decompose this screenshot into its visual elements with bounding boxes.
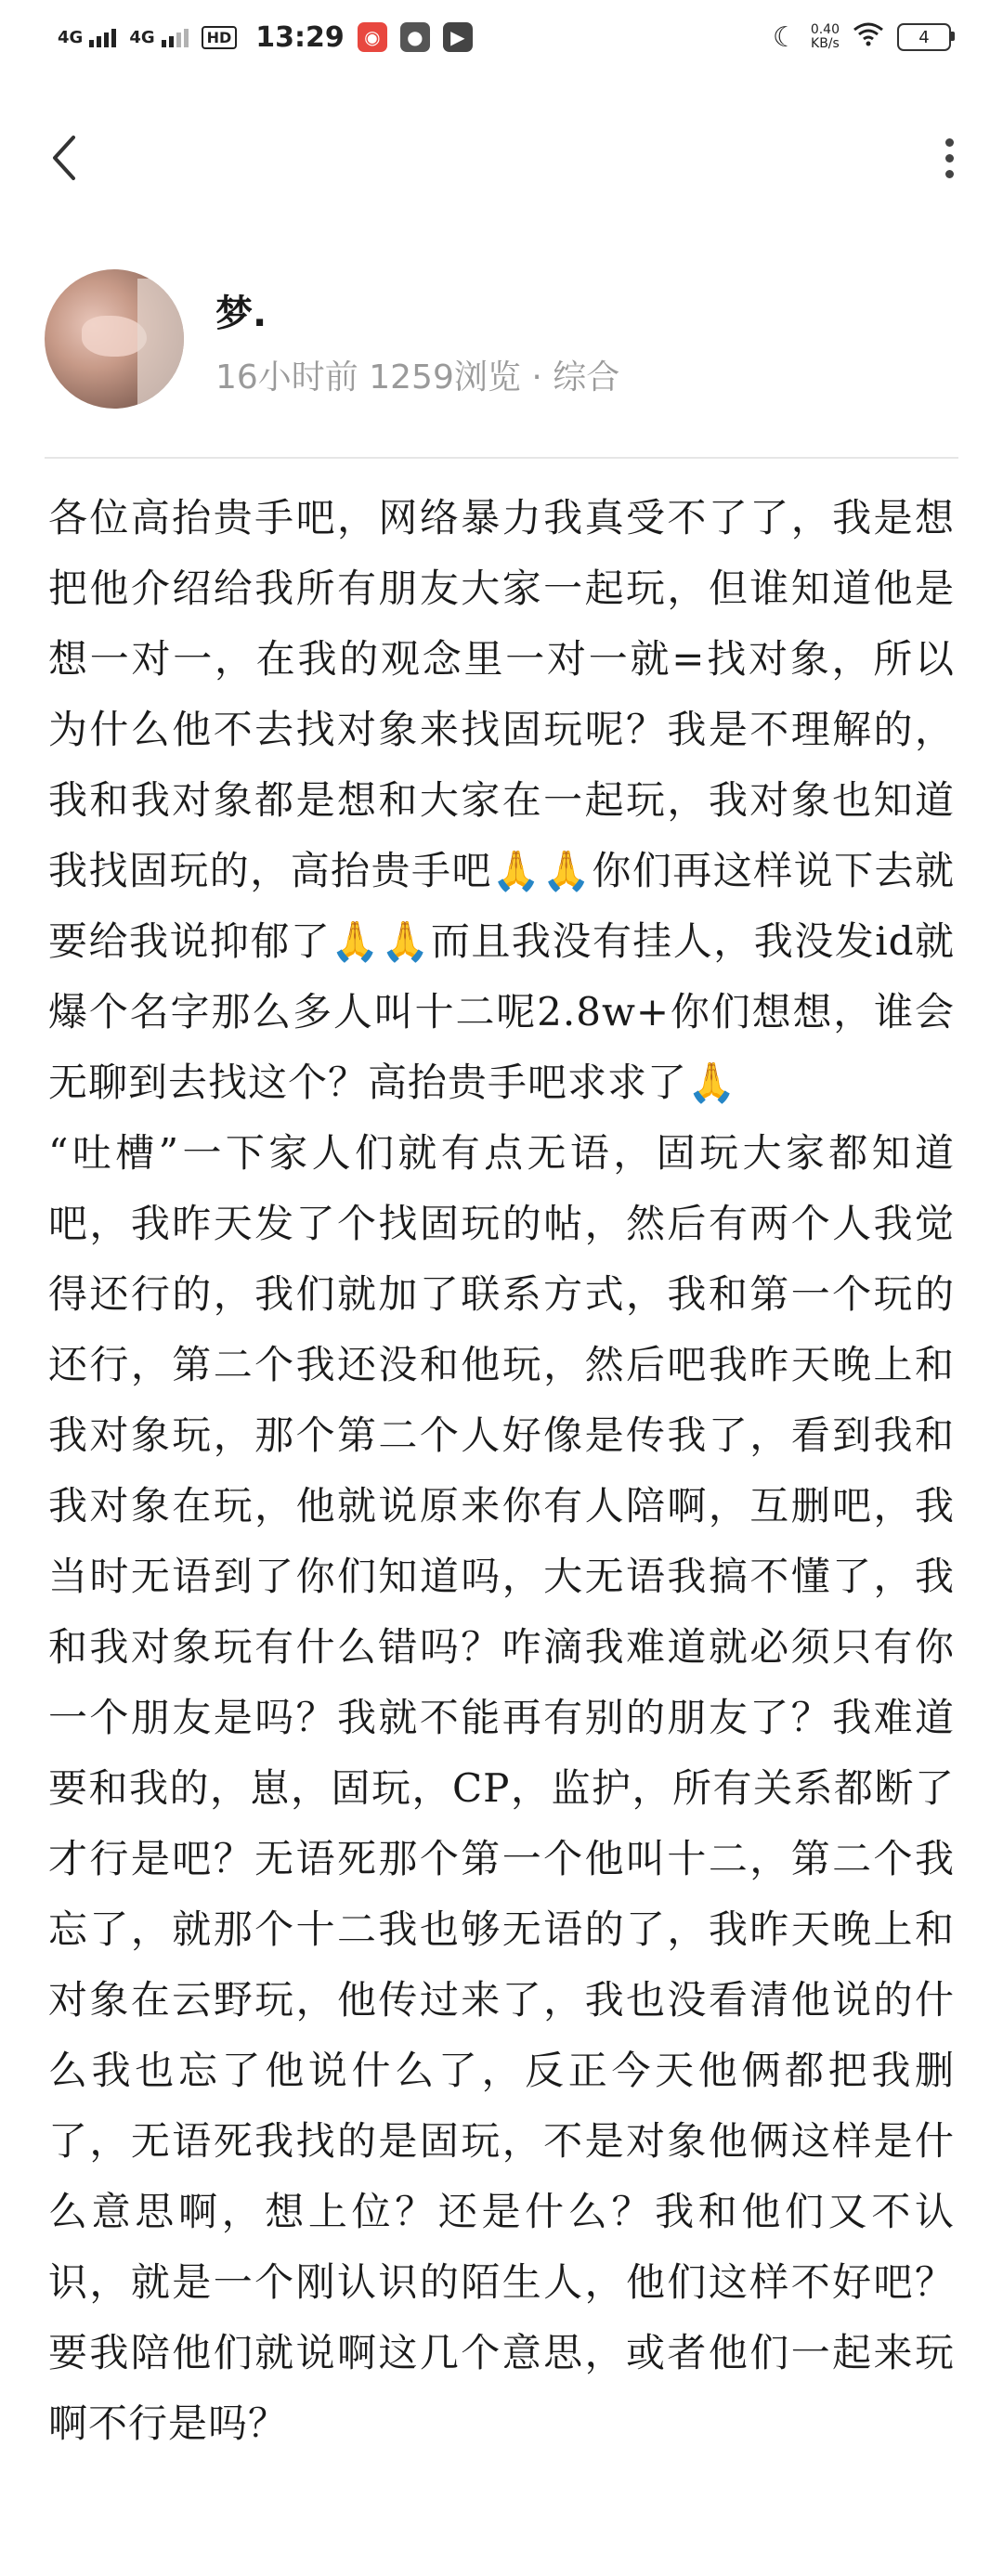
status-right bbox=[773, 21, 951, 54]
more-options-button[interactable] bbox=[923, 132, 975, 184]
hd-voice-icon: HD bbox=[202, 26, 238, 49]
status-bar bbox=[0, 0, 1003, 74]
top-nav bbox=[0, 111, 1003, 204]
status-time: 13:29 bbox=[255, 20, 345, 54]
back-button[interactable] bbox=[37, 132, 89, 184]
more-vertical-icon bbox=[945, 138, 954, 147]
status-left bbox=[58, 21, 473, 54]
post-body bbox=[48, 483, 955, 2459]
network-label-2: 4G bbox=[129, 27, 155, 47]
speed-value: 0.40 bbox=[810, 22, 840, 37]
more-dot bbox=[945, 154, 954, 163]
post-paragraph: 各位高抬贵手吧，网络暴力我真受不了了，我是想把他介绍给我所有朋友大家一起玩，但谁知道他是想一对一，在我的观念里一对一就=找对象，所以为什么他不去找对象来找固玩呢？我是不理解的，我和我对象都是想和大家在一起玩，我对象也知道我找固玩的，高抬贵手吧🙏🙏你们再这样说下去就要给我说抑郁了🙏🙏而且我没有挂人，我没发id就爆个名字那么多人叫十二呢2.8w+你们想想，谁会无聊到去找这个？高抬贵手吧求求了🙏 bbox=[48, 495, 955, 1105]
author-name[interactable]: 梦. bbox=[215, 293, 267, 335]
signal-icon bbox=[58, 28, 116, 47]
moon-icon: ☾ bbox=[772, 20, 798, 54]
avatar[interactable] bbox=[45, 269, 184, 409]
post-meta: 16小时前 1259浏览 · 综合 bbox=[215, 358, 620, 397]
battery-icon bbox=[897, 23, 951, 51]
weibo-notification-icon: ◉ bbox=[358, 22, 387, 52]
network-label-1: 4G bbox=[58, 27, 84, 47]
wechat-notification-icon: ● bbox=[400, 22, 430, 52]
wifi-icon bbox=[853, 22, 884, 53]
battery-level: 4 bbox=[918, 27, 930, 47]
signal-icon-2 bbox=[129, 28, 188, 47]
divider bbox=[45, 457, 958, 459]
network-speed bbox=[811, 23, 840, 51]
video-notification-icon: ▶ bbox=[443, 22, 473, 52]
more-dot bbox=[945, 170, 954, 178]
speed-unit: KB/s bbox=[811, 36, 840, 51]
chevron-left-icon bbox=[49, 134, 77, 182]
post-paragraph: “吐槽”一下家人们就有点无语，固玩大家都知道吧，我昨天发了个找固玩的帖，然后有两个人我觉得还行的，我们就加了联系方式，我和第一个玩的还行，第二个我还没和他玩，然后吧我昨天晚上和我对象玩，那个第二个人好像是传我了，看到我和我对象在玩，他就说原来你有人陪啊，互删吧，我当时无语到了你们知道吗，大无语我搞不懂了，我和我对象玩有什么错吗？咋滴我难道就必须只有你一个朋友是吗？我就不能再有别的朋友了？我难道要和我的，崽，固玩，CP，监护，所有关系都断了才行是吧？无语死那个第一个他叫十二，第二个我忘了，就那个十二我也够无语的了，我昨天晚上和对象在云野玩，他传过来了，我也没看清他说的什么我也忘了他说什么了，反正今天他俩都把我删了，无语死我找的是固玩，不是对象他俩这样是什么意思啊，想上位？还是什么？我和他们又不认识，就是一个刚认识的陌生人，他们这样不好吧？要我陪他们就说啊这几个意思，或者他们一起来玩啊不行是吗？ bbox=[48, 1130, 955, 2446]
author-header bbox=[45, 269, 964, 418]
